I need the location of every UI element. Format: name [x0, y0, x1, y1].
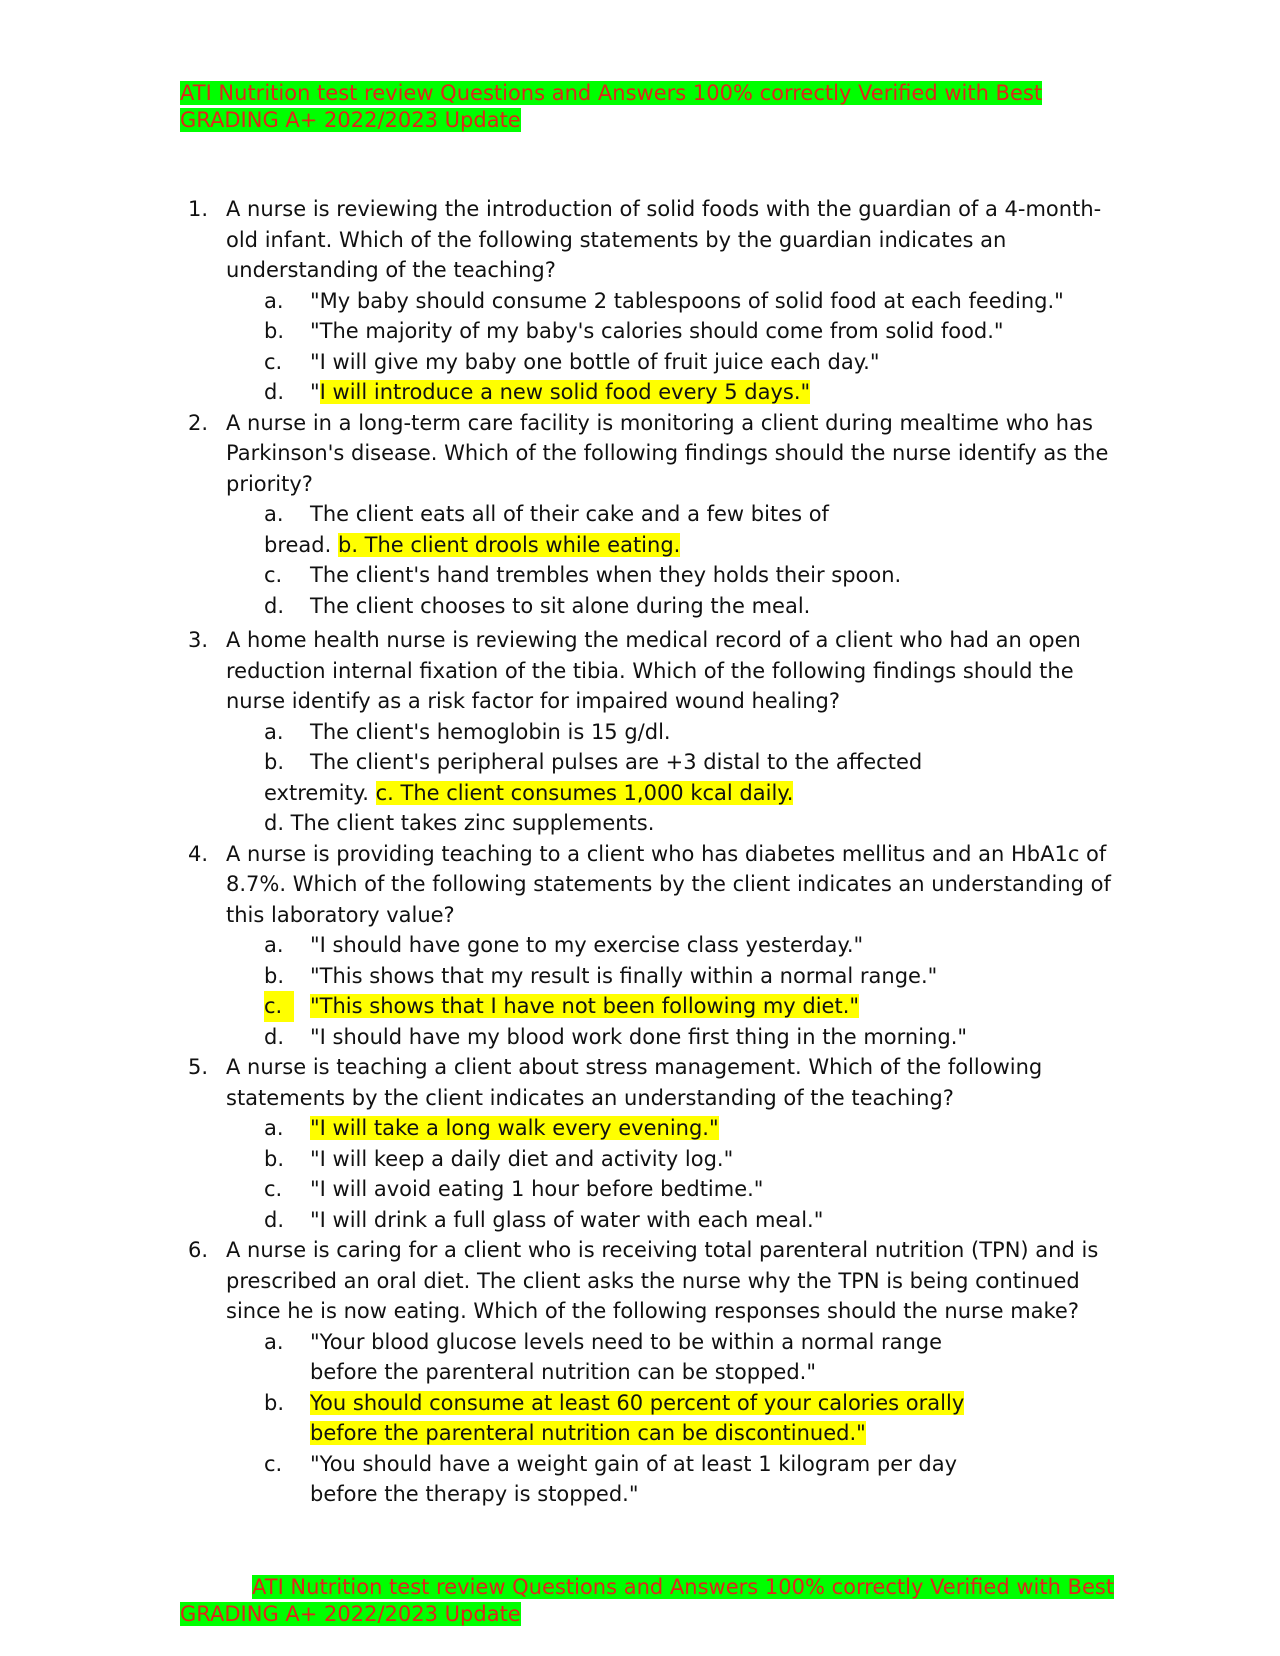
option-text: "This shows that my result is finally within a normal range." [310, 963, 938, 988]
option-letter: b. [264, 1146, 285, 1171]
question-number: 4. [188, 841, 209, 866]
option-list [226, 1113, 1130, 1235]
option-text: bread. [264, 532, 338, 557]
option-c-correct [226, 991, 1130, 1022]
highlighted-answer: You should consume at least 60 percent of your calories orally before the parenteral nutrition can be discontinued." [310, 1390, 965, 1445]
question-5 [180, 1052, 1130, 1235]
option-d [226, 1022, 1130, 1053]
option-text: "I will avoid eating 1 hour before bedtime." [310, 1177, 764, 1201]
question-6 [180, 1235, 1130, 1510]
option-a [226, 499, 1130, 530]
highlighted-answer: I will introduce a new solid food every 5 days." [319, 380, 811, 404]
option-text: "I should have my blood work done first thing in the morning." [310, 1024, 968, 1049]
option-letter: a. [264, 1116, 284, 1140]
question-number: 2. [188, 410, 209, 435]
question-number: 1. [188, 197, 209, 221]
option-a [226, 1327, 1130, 1388]
option-text: " [310, 380, 320, 404]
option-text: "The majority of my baby's calories should come from solid food." [310, 319, 1004, 343]
option-letter: c. [264, 991, 294, 1022]
highlighted-answer: "This shows that I have not been following my diet." [310, 994, 860, 1018]
option-letter: c. [264, 1177, 283, 1201]
option-letter: b. [264, 963, 285, 988]
question-2 [180, 408, 1130, 622]
option-letter: b. [264, 1390, 285, 1415]
question-stem: A nurse in a long-term care facility is monitoring a client during mealtime who has Parkinson's disease. Which of the following findings should the nurse identify as the priority? [226, 410, 1109, 496]
option-letter: a. [264, 288, 284, 313]
option-a [226, 286, 1130, 317]
option-letter: a. [264, 1329, 284, 1354]
document-footer [180, 1574, 1130, 1628]
option-text: The client eats all of their cake and a few bites of [310, 502, 829, 526]
question-4 [180, 839, 1130, 1053]
option-letter: d. [264, 380, 285, 404]
option-text: The client's hemoglobin is 15 g/dl. [310, 719, 671, 744]
option-c [226, 1449, 1130, 1510]
option-d [226, 591, 1130, 622]
option-letter: d. [264, 593, 285, 618]
question-3 [180, 625, 1130, 839]
option-d [226, 808, 1130, 839]
question-number: 3. [188, 628, 209, 652]
question-number: 5. [188, 1055, 209, 1079]
option-letter: c. [264, 1451, 283, 1476]
header-title: ATI Nutrition test review Questions and Answers 100% correctly Verified with Best GRADING A+ 2022/2023 Update [180, 81, 1043, 132]
option-list [226, 717, 1130, 839]
option-d-correct [226, 377, 1130, 408]
option-b [226, 961, 1130, 992]
option-a [226, 717, 1130, 748]
question-stem: A nurse is teaching a client about stress management. Which of the following statements by the client indicates an understanding of the teaching? [226, 1055, 1043, 1110]
option-text: "My baby should consume 2 tablespoons of solid food at each feeding." [310, 288, 1064, 313]
option-list [226, 1327, 1130, 1510]
option-a-correct [226, 1113, 1130, 1144]
question-list [180, 194, 1130, 1510]
option-letter: c. [264, 349, 283, 374]
option-b [226, 316, 1130, 347]
option-letter: b. [264, 750, 285, 774]
option-b [226, 747, 1130, 778]
option-letter: d. [264, 1024, 285, 1049]
footer-title: ATI Nutrition test review Questions and Answers 100% correctly Verified with Best GRADING A+ 2022/2023 Update [180, 1575, 1115, 1626]
option-text: The client's hand trembles when they holds their spoon. [310, 563, 902, 587]
highlighted-answer: b. The client drools while eating. [337, 532, 681, 557]
document-header [180, 80, 1130, 134]
option-letter: c. [264, 563, 283, 587]
option-letter: d. [264, 1207, 285, 1232]
option-letter: a. [264, 933, 284, 957]
option-b [226, 1144, 1130, 1175]
option-c [226, 560, 1130, 591]
question-stem: A home health nurse is reviewing the medical record of a client who had an open reduction internal fixation of the tibia. Which of the following findings should the nurse identify as a risk factor for impaired wound healing? [226, 628, 1081, 713]
option-text: extremity. [264, 780, 376, 805]
option-text: "I will give my baby one bottle of fruit juice each day." [310, 349, 880, 374]
option-list [226, 499, 1130, 621]
option-text: "Your blood glucose levels need to be within a normal range before the parenteral nutrition can be stopped." [310, 1329, 943, 1384]
option-d [226, 1205, 1130, 1236]
question-number: 6. [188, 1238, 209, 1262]
question-1 [180, 194, 1130, 408]
option-text: "I will drink a full glass of water with each meal." [310, 1207, 824, 1232]
option-letter: a. [264, 719, 284, 744]
option-text: d. The client takes zinc supplements. [264, 811, 655, 835]
question-stem: A nurse is reviewing the introduction of solid foods with the guardian of a 4-month-old infant. Which of the following statements by the guardian indicates an understanding of the teaching? [226, 197, 1102, 282]
option-letter: a. [264, 502, 284, 526]
option-list [226, 930, 1130, 1052]
option-text: "I will keep a daily diet and activity log." [310, 1146, 734, 1171]
option-text: "You should have a weight gain of at least 1 kilogram per day before the therapy is stopped." [310, 1451, 958, 1506]
option-b-correct [226, 1388, 1130, 1449]
option-text: The client chooses to sit alone during the meal. [310, 593, 811, 618]
option-c [226, 1174, 1130, 1205]
highlighted-answer: c. The client consumes 1,000 kcal daily. [375, 780, 794, 805]
option-list [226, 286, 1130, 408]
highlighted-answer: "I will take a long walk every evening." [310, 1116, 719, 1140]
question-stem: A nurse is providing teaching to a client who has diabetes mellitus and an HbA1c of 8.7%. Which of the following statements by the client indicates an understanding of this laboratory value? [226, 841, 1111, 927]
option-c [226, 347, 1130, 378]
question-stem: A nurse is caring for a client who is receiving total parenteral nutrition (TPN) and is prescribed an oral diet. The client asks the nurse why the TPN is being continued since he is now eating. Which of the following responses should the nurse make? [226, 1238, 1099, 1323]
option-text: "I should have gone to my exercise class yesterday." [310, 933, 864, 957]
option-a [226, 930, 1130, 961]
option-b-correct [226, 530, 1130, 561]
option-letter: b. [264, 319, 285, 343]
option-c-correct [226, 778, 1130, 809]
option-text: The client's peripheral pulses are +3 distal to the affected [310, 750, 923, 774]
